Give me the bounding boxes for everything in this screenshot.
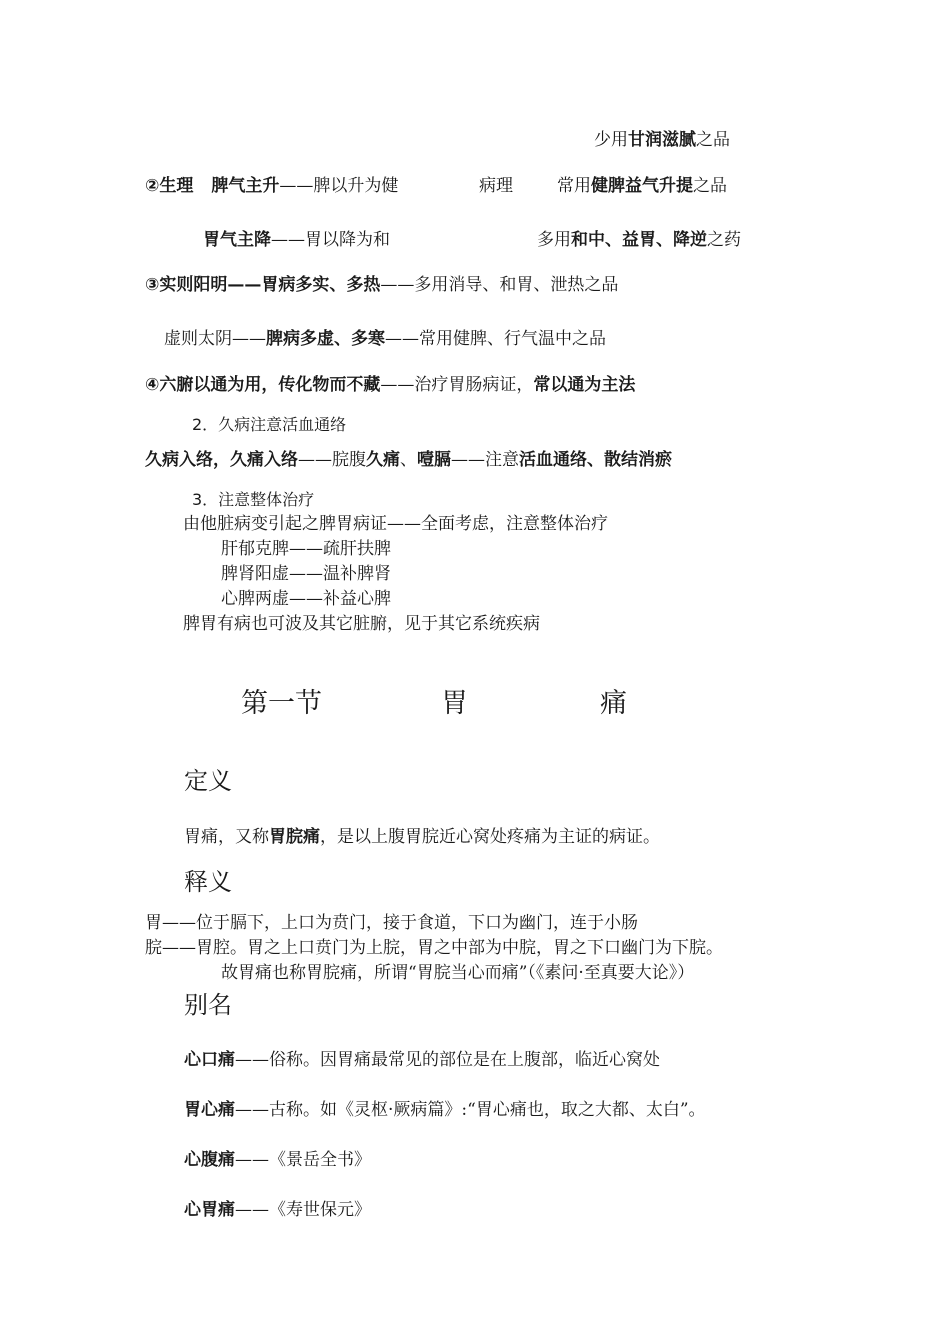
text: 之品: [696, 130, 730, 150]
text: ——位于膈下，上口为贲门，接于食道，下口为幽门，连于小肠: [162, 913, 638, 933]
alias-item: [184, 1098, 706, 1122]
text-line: [594, 128, 730, 152]
text-line: [145, 273, 618, 297]
bold-term: 胃气主降: [203, 230, 271, 250]
alias-item: [184, 1048, 660, 1072]
text-line: 脾胃有病也可波及其它脏腑，见于其它系统疾病: [183, 614, 540, 634]
bold-term: 久病入络，久痛入络: [145, 450, 298, 470]
bold-term: ④六腑以通为用，传化物而不藏: [145, 375, 381, 395]
bold-term: 和中、益胃、降逆: [571, 230, 707, 250]
text: 胃痛，又称: [184, 827, 269, 847]
text-line: 故胃痛也称胃脘痛，所谓“胃脘当心而痛”（《素问·至真要大论》）: [221, 963, 695, 983]
bold-term: 心腹痛: [184, 1150, 235, 1170]
text: ——常用健脾、行气温中之品: [385, 329, 606, 349]
bold-term: 脾病多虚、多寒: [266, 329, 385, 349]
text: 之药: [707, 230, 741, 250]
bold-term: 胃心痛: [184, 1100, 235, 1120]
alias-item: [184, 1148, 371, 1172]
alias-item: [184, 1198, 371, 1222]
text: 之品: [693, 176, 727, 196]
text: ——古称。如《灵枢·厥病篇》:“胃心痛也，取之大都、太白”。: [235, 1100, 706, 1120]
bold-term: 脾气主升: [211, 176, 280, 196]
term: 胃: [145, 913, 162, 933]
text-line: [537, 228, 741, 252]
text-line: [203, 228, 390, 252]
definition-text: [184, 825, 660, 849]
bold-term: 心胃痛: [184, 1200, 235, 1220]
text: 病理: [479, 176, 513, 196]
text-line: [164, 327, 606, 351]
text: ——胃以降为和: [271, 230, 390, 250]
text: 多用: [537, 230, 571, 250]
text-line: [557, 174, 727, 198]
bold-term: ②生理: [145, 176, 194, 196]
text: 少用: [594, 130, 628, 150]
section-title-part: 痛: [600, 688, 627, 719]
text: ——多用消导、和胃、泄热之品: [380, 275, 619, 295]
text-line: 脾肾阳虚——温补脾肾: [221, 564, 391, 584]
subheading: 2．久病注意活血通络: [192, 415, 347, 434]
section-title-part: 胃: [441, 688, 468, 719]
text: ——《寿世保元》: [235, 1200, 371, 1220]
text-line: 肝郁克脾——疏肝扶脾: [221, 539, 391, 559]
text: ——《景岳全书》: [235, 1150, 371, 1170]
text-line: [145, 373, 635, 397]
text: ——治疗胃肠病证，: [380, 375, 534, 395]
text-line: [145, 936, 723, 960]
bold-term: ③实则阳明——胃病多实、多热: [145, 275, 381, 295]
subheading: 3．注意整体治疗: [192, 490, 315, 509]
definition-heading: 定义: [184, 767, 232, 795]
bold-term: 心口痛: [184, 1050, 235, 1070]
text: ——俗称。因胃痛最常见的部位是在上腹部，临近心窝处: [235, 1050, 660, 1070]
text-line: [145, 174, 398, 198]
text-line: 心脾两虚——补益心脾: [221, 589, 391, 609]
text-line: [145, 911, 638, 935]
explanation-heading: 释义: [184, 868, 232, 896]
bold-term: 胃脘痛: [269, 827, 320, 847]
text-line: 由他脏病变引起之脾胃病证——全面考虑，注意整体治疗: [183, 514, 608, 534]
text-line: [145, 448, 672, 472]
text: ——脾以升为健: [279, 176, 399, 196]
text: ——脘腹: [298, 450, 366, 470]
text: 虚则太阴——: [164, 329, 266, 349]
bold-term: 健脾益气升提: [591, 176, 693, 196]
bold-term: 噎膈: [417, 450, 451, 470]
section-title-part: 第一节: [241, 688, 322, 719]
bold-term: 久痛: [366, 450, 400, 470]
term: 脘: [145, 938, 162, 958]
bold-term: 常以通为主法: [533, 375, 636, 395]
text-line: [479, 174, 513, 198]
aliases-heading: 别名: [184, 991, 232, 1019]
bold-term: 甘润滋腻: [628, 130, 696, 150]
text: 常用: [557, 176, 591, 196]
text: ——注意: [451, 450, 519, 470]
text: ，是以上腹胃脘近心窝处疼痛为主证的病证。: [320, 827, 660, 847]
text: 、: [400, 450, 417, 470]
text: ——胃腔。胃之上口贲门为上脘，胃之中部为中脘，胃之下口幽门为下脘。: [162, 938, 723, 958]
bold-term: 活血通络、散结消瘀: [519, 450, 672, 470]
